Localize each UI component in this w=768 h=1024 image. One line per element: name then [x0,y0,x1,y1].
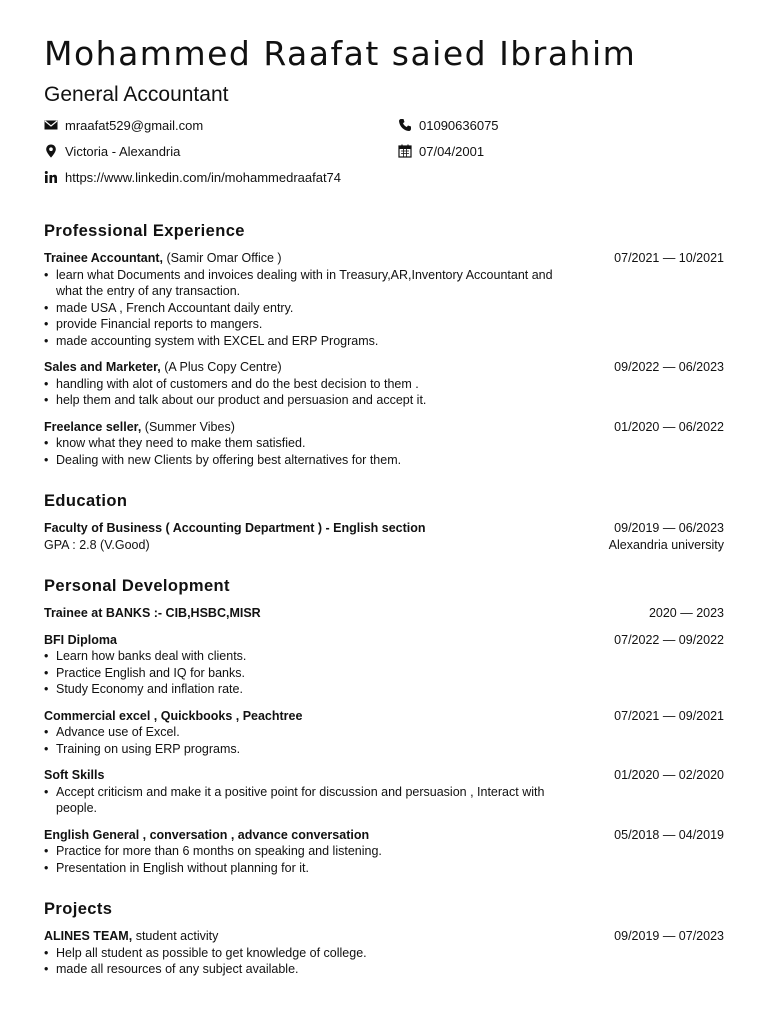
experience-bullets [44,376,574,409]
projects-name: ALINES TEAM, [44,929,133,943]
bullet-item: • Training on using ERP programs. [44,741,574,758]
phone-text: 01090636075 [419,117,499,133]
development-name: Trainee at BANKS :- CIB,HSBC,MISR [44,606,261,620]
section-title-development: Personal Development [44,577,230,595]
bullet-item: • Advance use of Excel. [44,724,574,741]
school-name: Alexandria university [608,537,724,552]
projects-desc: student activity [135,929,219,943]
development-name: BFI Diploma [44,632,117,647]
experience-role: Trainee Accountant, [44,251,164,265]
experience-org: (A Plus Copy Centre) [164,360,282,374]
bullet-item: • Help all student as possible to get knowledge of college. [44,945,574,962]
bullet-item: • provide Financial reports to mangers. [44,316,574,333]
bullet-item: • know what they need to make them satisfied. [44,435,574,452]
email-text: mraafat529@gmail.com [65,117,204,133]
development-date: 07/2022 — 09/2022 [614,632,724,647]
development-name: Soft Skills [44,768,105,782]
map-pin-icon [44,144,58,158]
experience-role: Freelance seller, [44,419,142,434]
development-date: 07/2021 — 09/2021 [614,708,724,723]
projects-bullets [44,945,574,978]
development-name: English General , conversation , advance conversation [44,827,370,842]
location-contact [44,142,180,160]
candidate-name: Mohammed Raafat saied Ibrahim [44,34,637,73]
linkedin-icon [44,170,58,184]
contact-info [44,116,724,200]
bullet-item: • Presentation in English without planning for it. [44,860,574,877]
birthdate-contact [398,142,484,160]
gpa-text: GPA : 2.8 (V.Good) [44,537,150,552]
projects-section [44,898,724,978]
experience-bullets [44,267,574,350]
development-date: 2020 — 2023 [648,606,724,620]
bullet-item: • made USA , French Accountant daily entry. [44,300,574,317]
development-entry [44,632,724,698]
development-entry [44,708,724,758]
resume-page [44,32,724,978]
bullet-item: • handling with alot of customers and do the best decision to them . [44,376,574,393]
bullet-item: • made accounting system with EXCEL and ERP Programs. [44,333,574,350]
experience-bullets [44,435,574,468]
experience-section [44,220,724,468]
experience-date: 09/2022 — 06/2023 [614,360,724,374]
bullet-item: • made all resources of any subject available. [44,961,574,978]
education-date: 09/2019 — 06/2023 [614,521,724,535]
development-bullets [44,724,574,757]
experience-entry [44,359,724,409]
development-bullets [44,648,574,698]
section-title-projects: Projects [44,900,113,918]
bullet-item: • Practice for more than 6 months on speaking and listening. [44,843,574,860]
development-section [44,575,724,876]
experience-org: (Summer Vibes) [144,419,235,434]
bullet-item: • Learn how banks deal with clients. [44,648,574,665]
location-text: Victoria - Alexandria [65,143,181,159]
education-section [44,490,724,553]
projects-date: 09/2019 — 07/2023 [614,929,724,943]
experience-role: Sales and Marketer, [44,360,161,374]
development-name: Commercial excel , Quickbooks , Peachtree [44,708,303,723]
development-date: 01/2020 — 02/2020 [614,768,724,782]
bullet-item: • Study Economy and inflation rate. [44,681,574,698]
bullet-item: • Practice English and IQ for banks. [44,665,574,682]
projects-entry [44,928,724,978]
bullet-item: • Dealing with new Clients by offering best alternatives for them. [44,452,574,469]
experience-date: 07/2021 — 10/2021 [614,251,724,265]
envelope-icon [44,118,58,132]
section-title-education: Education [44,492,128,510]
development-bullets [44,784,574,817]
job-title: General Accountant [44,83,229,106]
bullet-item: • Accept criticism and make it a positive point for discussion and persuasion , Interact with people. [44,784,574,817]
calendar-icon [398,144,412,158]
birthdate-text: 07/04/2001 [419,143,485,159]
development-entry [44,605,724,622]
email-contact[interactable] [44,116,203,134]
experience-entry [44,419,724,469]
linkedin-url[interactable]: https://www.linkedin.com/in/mohammedraafat74 [65,169,342,185]
degree-name: Faculty of Business ( Accounting Department ) - English section [44,521,426,535]
bullet-item: • learn what Documents and invoices dealing with in Treasury,AR,Inventory Accountant and what the entry of any transaction. [44,267,574,300]
development-entry [44,767,724,817]
development-date: 05/2018 — 04/2019 [614,827,724,842]
development-bullets [44,843,574,876]
experience-date: 01/2020 — 06/2022 [614,419,724,434]
section-title-experience: Professional Experience [44,222,245,240]
phone-contact[interactable] [398,116,499,134]
phone-icon [398,118,412,132]
development-entry [44,827,724,877]
education-entry [44,520,724,553]
bullet-item: • help them and talk about our product and persuasion and accept it. [44,392,574,409]
experience-org: (Samir Omar Office ) [166,251,282,265]
linkedin-contact[interactable] [44,168,341,186]
experience-entry [44,250,724,349]
